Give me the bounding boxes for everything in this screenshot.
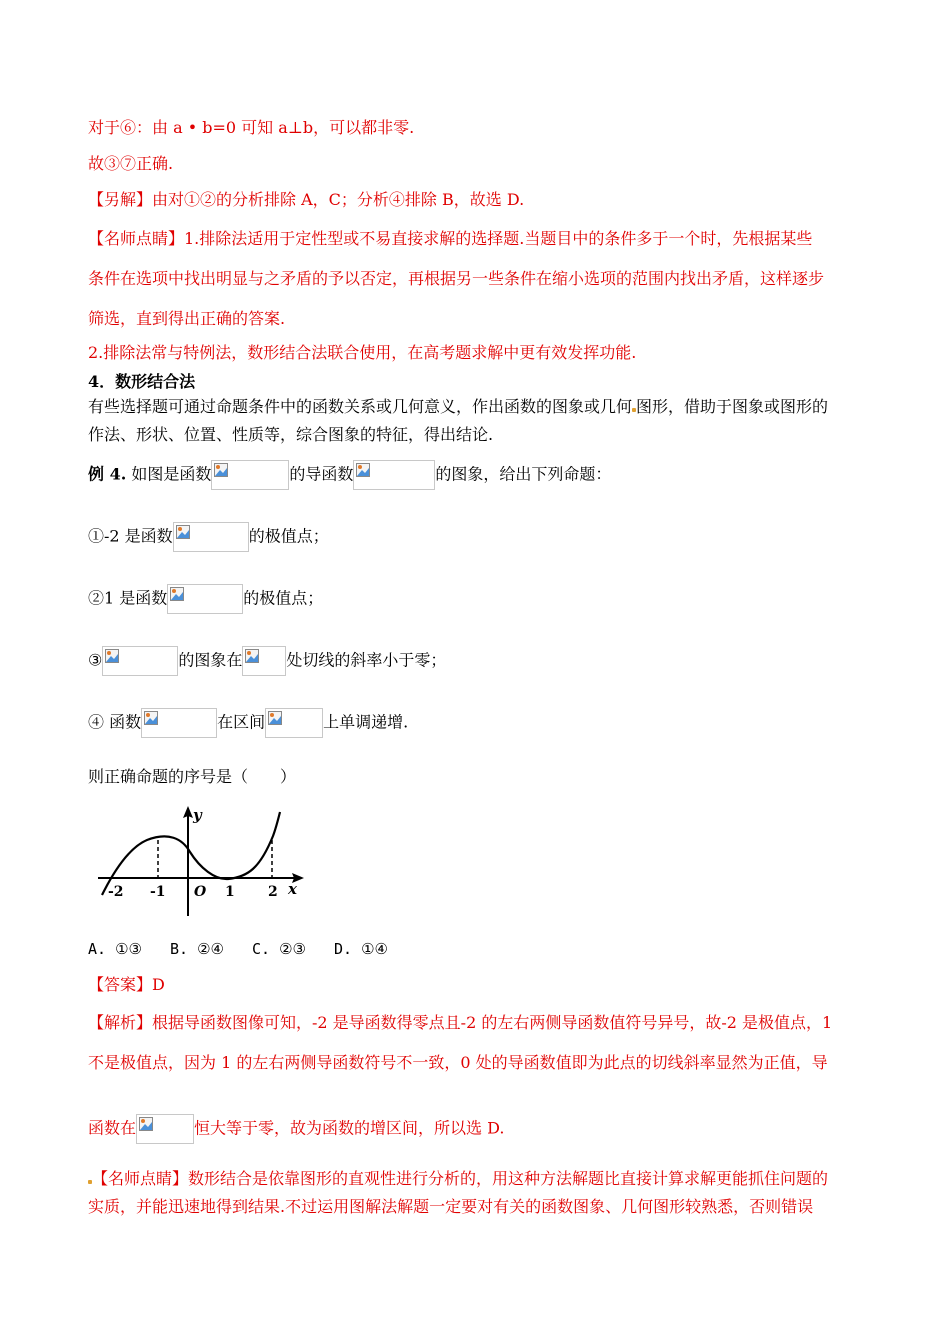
p1-text-a: ①-2 是函数 [88, 526, 173, 546]
p3-text-b: 的图象在 [178, 650, 243, 670]
line-1: 对于⑥：由 a • b=0 可知 a⊥b，可以都非零. [88, 118, 415, 137]
tip1-text: 【名师点睛】数形结合是依靠图形的直观性进行分析的，用这种方法解题比直接计算求解更能抓住问题的 [92, 1169, 829, 1188]
broken-image-icon [268, 711, 282, 725]
tick-label: -1 [150, 884, 166, 900]
teacher-tip-2: 条件在选项中找出明显与之矛盾的予以否定，再根据另一些条件在缩小选项的范围内找出矛盾，这样逐步 [88, 269, 825, 288]
formula-image [141, 708, 217, 738]
tick-label: 2 [268, 884, 278, 900]
p1-text-b: 的极值点； [248, 526, 329, 546]
teacher-tip-5 [88, 1168, 828, 1190]
derivative-graph [90, 800, 315, 920]
formula-image [136, 1114, 194, 1144]
intro-text-a: 有些选择题可通过命题条件中的函数关系或几何意义，作出函数的图象或几何 [88, 397, 633, 416]
p4-text-a: ④ 函数 [88, 712, 142, 732]
proposition-3 [88, 646, 446, 676]
options-line [88, 938, 388, 960]
teacher-tip-4: 2.排除法常与特例法，数形结合法联合使用，在高考题求解中更有效发挥功能. [88, 343, 637, 362]
y-label: y [193, 806, 202, 824]
option-a[interactable]: A. ①③ [88, 940, 142, 958]
teacher-tip-3: 筛选，直到得出正确的答案. [88, 309, 286, 328]
analysis-line-1: 【解析】根据导函数图像可知，-2 是导函数得零点且-2 的左右两侧导函数值符号异号，故-2 是极值点，1 [88, 1013, 833, 1032]
formula-image [173, 522, 249, 552]
p4-text-c: 上单调递增. [323, 712, 409, 732]
formula-image [167, 584, 243, 614]
formula-image [353, 460, 435, 490]
curve [102, 812, 280, 895]
section-heading: 4．数形结合法 [88, 372, 196, 391]
broken-image-icon [139, 1117, 153, 1131]
example-label: 例 4. [88, 464, 127, 484]
answer-line: 【答案】D [88, 975, 165, 994]
option-b[interactable]: B. ②④ [170, 940, 224, 958]
alt-solution: 【另解】由对①②的分析排除 A，C；分析④排除 B，故选 D. [88, 190, 525, 209]
p2-text-a: ②1 是函数 [88, 588, 168, 608]
analysis-line-2: 不是极值点，因为 1 的左右两侧导函数符号不一致，0 处的导函数值即为此点的切线斜率显然为正值，导 [88, 1053, 828, 1072]
broken-image-icon [245, 649, 259, 663]
tick-label: 1 [225, 884, 235, 900]
teacher-tip-6: 实质，并能迅速地得到结果.不过运用图解法解题一定要对有关的函数图象、几何图形较熟悉，否则错误 [88, 1197, 814, 1216]
intro-line-2: 作法、形状、位置、性质等，综合图象的特征，得出结论. [88, 425, 494, 444]
broken-image-icon [144, 711, 158, 725]
example-text-a: 如图是函数 [126, 464, 212, 484]
formula-image [102, 646, 178, 676]
teacher-tip-1: 【名师点睛】1.排除法适用于定性型或不易直接求解的选择题.当题目中的条件多于一个时，先根据某些 [88, 229, 813, 248]
p4-text-b: 在区间 [217, 712, 266, 732]
option-d[interactable]: D. ①④ [334, 940, 388, 958]
ana3-text-b: 恒大等于零，故为函数的增区间，所以选 D. [194, 1118, 505, 1138]
proposition-1 [88, 522, 329, 552]
p3-text-c: 处切线的斜率小于零； [286, 650, 447, 670]
intro-line-1 [88, 396, 828, 418]
option-c[interactable]: C. ②③ [252, 940, 306, 958]
broken-image-icon [356, 463, 370, 477]
intro-text-b: 图形，借助于图象或图形的 [636, 397, 829, 416]
tick-label: O [194, 884, 207, 900]
formula-image [265, 708, 323, 738]
analysis-line-3 [88, 1114, 504, 1144]
formula-image [211, 460, 289, 490]
ana3-text-a: 函数在 [88, 1118, 137, 1138]
question-line: 则正确命题的序号是（ ） [88, 767, 297, 786]
line-2: 故③⑦正确. [88, 154, 174, 173]
example-text-b: 的导函数 [289, 464, 354, 484]
example-line [88, 460, 611, 490]
broken-image-icon [105, 649, 119, 663]
proposition-2 [88, 584, 323, 614]
p2-text-b: 的极值点； [243, 588, 324, 608]
broken-image-icon [176, 525, 190, 539]
tick-label: -2 [108, 884, 124, 900]
p3-text-a: ③ [88, 650, 103, 670]
example-text-c: 的图象，给出下列命题： [435, 464, 612, 484]
broken-image-icon [170, 587, 184, 601]
proposition-4 [88, 708, 408, 738]
x-label: x [288, 880, 297, 898]
formula-image [242, 646, 286, 676]
broken-image-icon [214, 463, 228, 477]
